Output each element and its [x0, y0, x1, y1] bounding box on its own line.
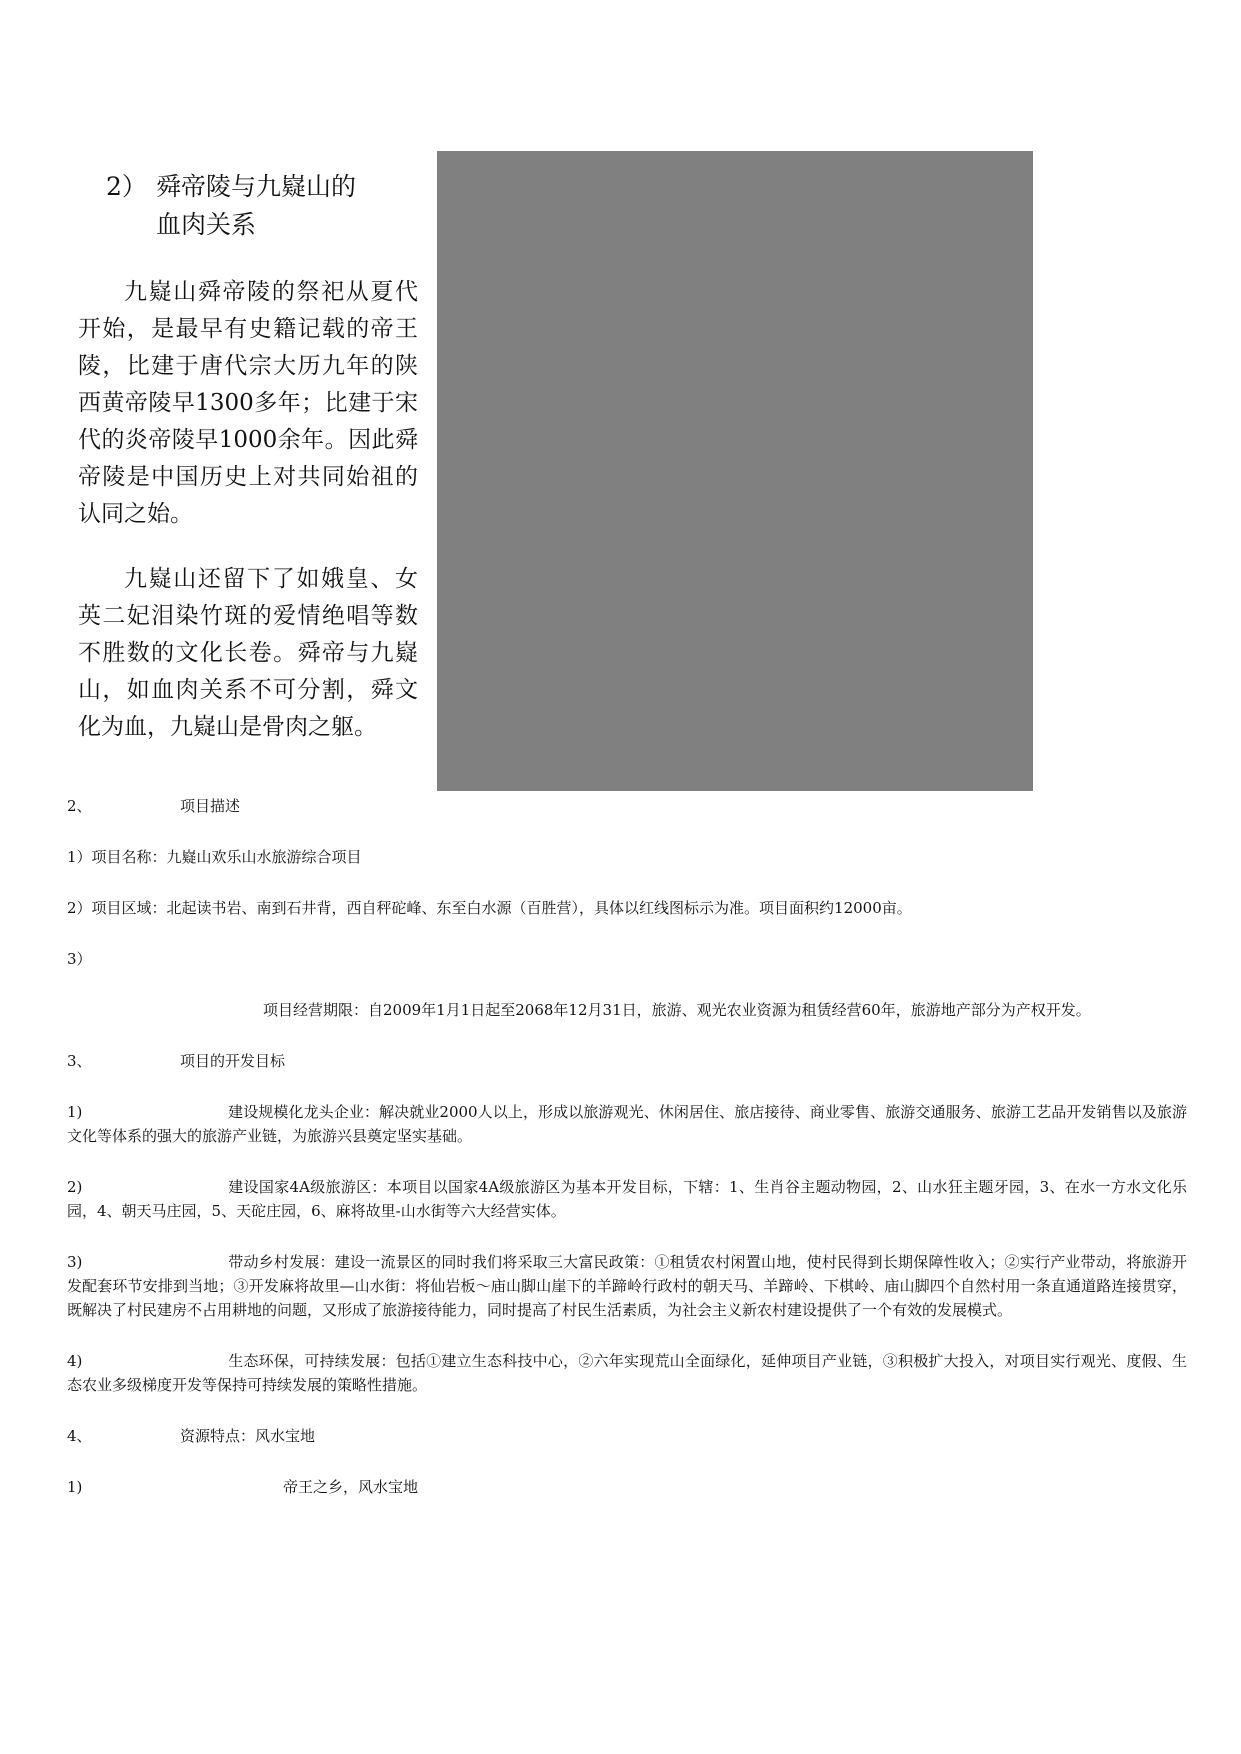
item-text: 帝王之乡，风水宝地 — [283, 1478, 419, 1496]
goal-item — [67, 1100, 1187, 1148]
section-4-heading — [67, 1424, 1187, 1448]
goal-item — [67, 1250, 1187, 1322]
item-text: 带动乡村发展：建设一流景区的同时我们将采取三大富民政策：①租赁农村闲置山地，使村民得到长期保障性收入；②实行产业带动，将旅游开发配套环节安排到当地；③开发麻将故里—山水街：将仙岩板～庙山脚山崖下的羊蹄岭行政村的朝天马、羊蹄岭、下棋岭、庙山脚四个自然村用一条直通道路连接贯穿，既解决了村民建房不占用耕地的问题，又形成了旅游接待能力，同时提高了村民生活素质，为社会主义新农村建设提供了一个有效的发展模式。 — [67, 1253, 1187, 1319]
resource-item — [67, 1475, 1187, 1499]
item-number: 4) — [67, 1352, 83, 1370]
heading-number: 2） — [106, 172, 147, 201]
intro-paragraph-1: 九嶷山舜帝陵的祭祀从夏代开始，是最早有史籍记载的帝王陵，比建于唐代宗大历九年的陕西黄帝陵早1300多年；比建于宋代的炎帝陵早1000余年。因此舜帝陵是中国历史上对共同始祖的认同之始。 — [78, 279, 418, 527]
item-text: 生态环保，可持续发展：包括①建立生态科技中心，②六年实现荒山全面绿化，延伸项目产业链，③积极扩大投入，对项目实行观光、度假、生态农业多级梯度开发等保持可持续发展的策略性措施。 — [67, 1352, 1187, 1394]
item-text: 建设国家4A级旅游区：本项目以国家4A级旅游区为基本开发目标，下辖：1、生肖谷主题动物园，2、山水狂主题牙园，3、在水一方水文化乐园，4、朝天马庄园，5、天砣庄园，6、麻将故里-山水街等六大经营实体。 — [67, 1178, 1187, 1220]
section-label: 项目描述 — [180, 797, 241, 815]
item-number: 3) — [67, 1253, 83, 1271]
goal-item — [67, 1175, 1187, 1223]
item-text: 建设规模化龙头企业：解决就业2000人以上，形成以旅游观光、休闲居住、旅店接待、商业零售、旅游交通服务、旅游工艺品开发销售以及旅游文化等体系的强大的旅游产业链，为旅游兴县奠定坚实基础。 — [67, 1103, 1187, 1145]
body-text — [67, 794, 1187, 1499]
intro-column — [78, 168, 418, 746]
item-number: 1) — [67, 1478, 83, 1496]
heading-line2: 血肉关系 — [156, 210, 257, 239]
item-text: 项目经营期限：自2009年1月1日起至2068年12月31日，旅游、观光农业资源为租赁经营60年，旅游地产部分为产权开发。 — [263, 1001, 1091, 1019]
section-number: 2、 — [67, 797, 92, 815]
section-number: 3、 — [67, 1052, 92, 1070]
item-number: 1) — [67, 1103, 83, 1121]
photo-placeholder — [437, 151, 1033, 791]
section-3-heading — [67, 1049, 1187, 1073]
section-label: 资源特点：风水宝地 — [180, 1427, 316, 1445]
intro-paragraph-2: 九嶷山还留下了如娥皇、女英二妃泪染竹斑的爱情绝唱等数不胜数的文化长卷。舜帝与九嶷山，如血肉关系不可分割，舜文化为血，九嶷山是骨肉之躯。 — [78, 566, 418, 740]
section-heading — [78, 168, 418, 244]
section-2-heading — [67, 794, 1187, 818]
heading-line1: 舜帝陵与九嶷山的 — [156, 172, 357, 201]
goal-item — [67, 1349, 1187, 1397]
project-name-item: 1）项目名称：九嶷山欢乐山水旅游综合项目 — [67, 848, 362, 866]
section-label: 项目的开发目标 — [180, 1052, 286, 1070]
item-number: 2) — [67, 1178, 83, 1196]
item-number: 3） — [67, 950, 92, 968]
project-period-item — [67, 998, 1187, 1022]
project-area-item: 2）项目区域：北起读书岩、南到石井背，西自秤砣峰、东至白水源（百胜营），具体以红线图标示为准。项目面积约12000亩。 — [67, 899, 912, 917]
section-number: 4、 — [67, 1427, 92, 1445]
